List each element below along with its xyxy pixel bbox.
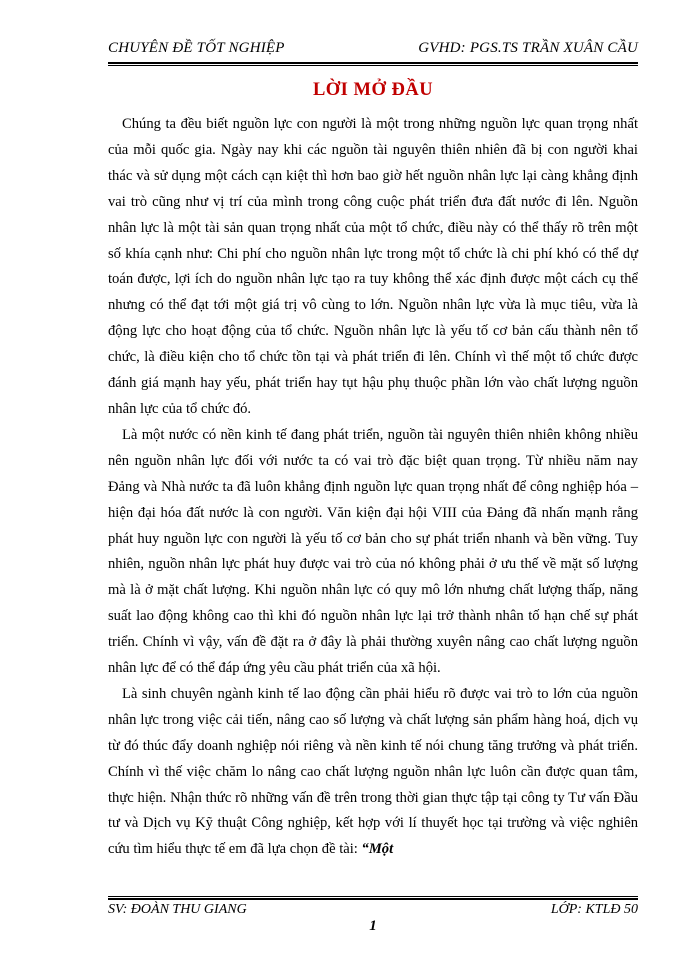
header-rule-thin (108, 65, 638, 66)
footer-right-text: LỚP: KTLĐ 50 (550, 902, 638, 917)
page-header (108, 38, 638, 62)
paragraph-2: Là một nước có nền kinh tế đang phát triển, nguồn tài nguyên thiên nhiên không nhiều nên nguồn nhân lực đối với nước ta có vai trò đặc biệt quan trọng. Từ nhiều năm nay Đảng và Nhà nước ta đã luôn khẳng định nguồn lực quan trọng nhất để công nghiệp hóa – hiện đại hóa đất nước là con người. Văn kiện đại hội VIII của Đảng đã nhấn mạnh rằng phát huy nguồn lực con người là yếu tố cơ bản cho sự phát triển nhanh và bền vững. Tuy nhiên, nguồn nhân lực phát huy được vai trò của nó không phải ở ưu thế về mặt số lượng mà là ở mặt chất lượng. Khi nguồn nhân lực có quy mô lớn nhưng chất lượng thấp, năng suất lao động không cao thì khi đó nguồn nhân lực lại trở thành nhân tố hạn chế sự phát triển. Chính vì vậy, vấn đề đặt ra ở đây là phải thường xuyên nâng cao chất lượng nguồn nhân lực để có thể đáp ứng yêu cầu phát triển của xã hội. (108, 426, 638, 677)
footer-rule-thick (108, 898, 638, 900)
document-body (108, 112, 638, 858)
paragraph-1: Chúng ta đều biết nguồn lực con người là một trong những nguồn lực quan trọng nhất của mỗi quốc gia. Ngày nay khi các nguồn tài nguyên thiên nhiên đã bị con người khai thác và sử dụng một cách cạn kiệt thì hơn bao giờ hết nguồn nhân lực lại càng khẳng định vai trò cũng như vị trí của mình trong công cuộc phát triển đưa đất nước đi lên. Nguồn nhân lực là một tài sản quan trọng nhất của một tổ chức, điều này có thể thấy rõ trên một số khía cạnh như: Chi phí cho nguồn nhân lực trong một tổ chức là chi phí khó có thể dự toán được, lợi ích do nguồn nhân lực tạo ra tuy không thể xác định được một cách cụ thể nhưng có thể đạt tới một giá trị vô cùng to lớn. Nguồn nhân lực vừa là mục tiêu, vừa là động lực cho hoạt động của tổ chức. Nguồn nhân lực là yếu tố cơ bản cấu thành nên tổ chức, là điều kiện cho tổ chức tồn tại và phát triển đi lên. Chính vì thế một tổ chức được đánh giá mạnh hay yếu, phát triển hay tụt hậu phụ thuộc phần lớn vào chất lượng nguồn nhân lực của tổ chức đó. (108, 116, 638, 417)
header-left-text: CHUYÊN ĐỀ TỐT NGHIỆP (108, 40, 285, 56)
header-right-text: GVHD: PGS.TS TRẦN XUÂN CẦU (418, 40, 638, 56)
page-title: LỜI MỞ ĐẦU (312, 80, 434, 100)
page-number: 1 (369, 918, 377, 934)
paragraph-3 (108, 682, 638, 863)
footer-rule-thin (108, 896, 638, 897)
paragraph-3-text: Là sinh chuyên ngành kinh tế lao động cần phải hiểu rõ được vai trò to lớn của nguồn nhân lực trong việc cải tiến, nâng cao số lượng và chất lượng sản phẩm hàng hoá, dịch vụ từ đó thúc đẩy doanh nghiệp nói riêng và nền kinh tế nói chung tăng trưởng và phát triển. Chính vì thế việc chăm lo nâng cao chất lượng nguồn nhân lực luôn cần được quan tâm, thực hiện. Nhận thức rõ những vấn đề trên trong thời gian thực tập tại công ty Tư vấn Đầu tư và Dịch vụ Kỹ thuật Công nghiệp, kết hợp với lí thuyết học tại trường và việc nghiên cứu tìm hiểu thực tế em đã lựa chọn đề tài: (108, 685, 638, 858)
footer-left-text: SV: ĐOÀN THU GIANG (108, 902, 247, 917)
topic-title-start: “Một (361, 841, 394, 858)
header-rule-thick (108, 62, 638, 64)
